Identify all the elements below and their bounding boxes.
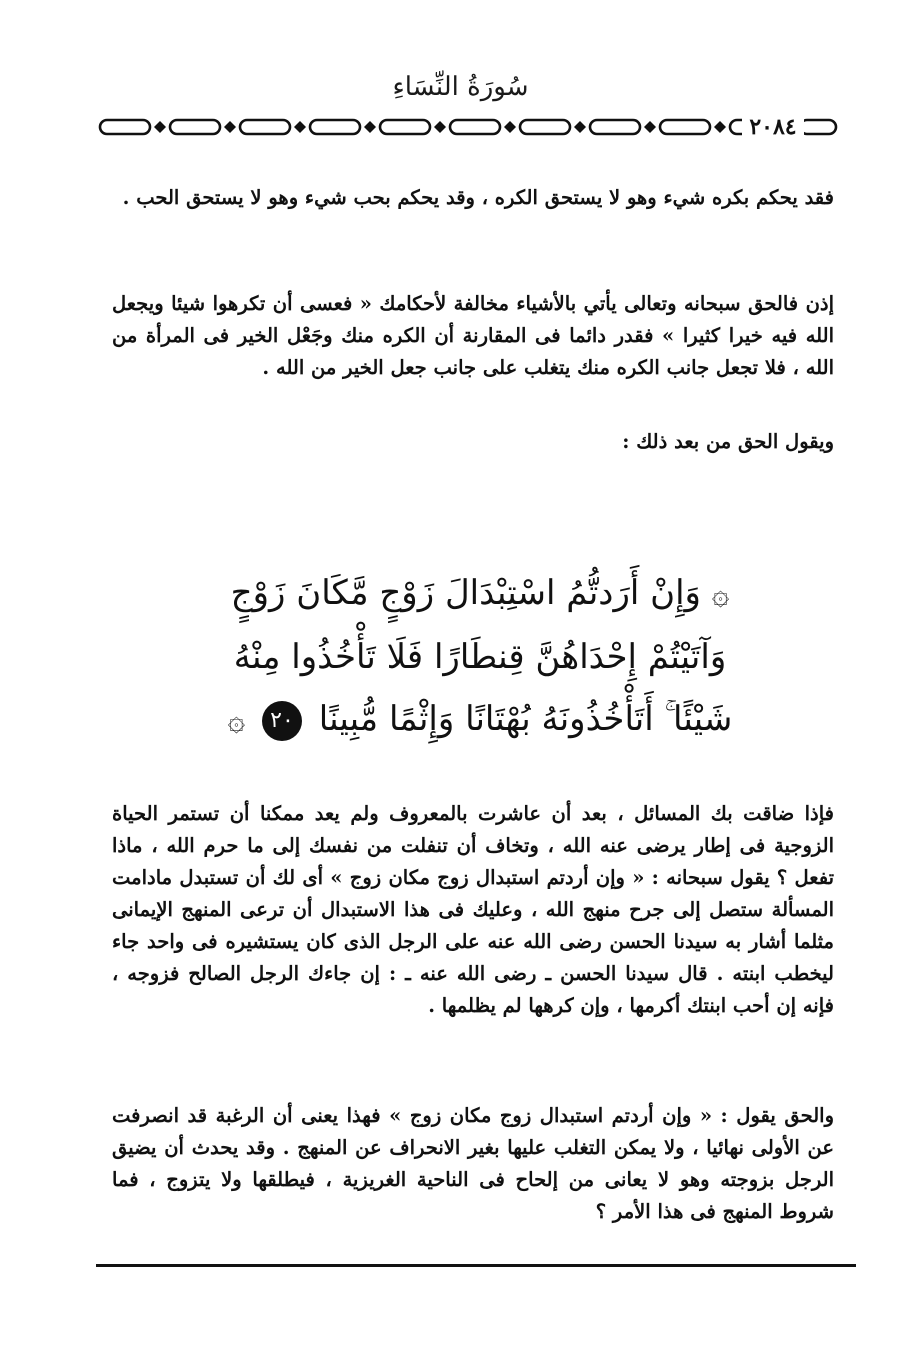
paragraph-2: إذن فالحق سبحانه وتعالى يأتي بالأشياء مخالفة لأحكامك « فعسى أن تكرهوا شيئا ويجعل الله فيه خيرا كثيرا » فقدر دائما فى المقارنة أن الكره منك وجَعْل الخير فى المرأة من الله ، فلا تجعل جانب الكره منك يتغلب على جانب جعل الخير من الله . — [112, 292, 834, 379]
page-number: ٢٠٨٤ — [742, 114, 804, 140]
header-ornamental-border — [96, 114, 840, 140]
surah-title: سُورَةُ النِّسَاءِ — [392, 72, 529, 102]
verse-close-ornament-icon: ۞ — [227, 703, 246, 738]
footer-rule — [96, 1264, 856, 1267]
paragraph-1: فقد يحكم بكره شيء وهو لا يستحق الكره ، وقد يحكم بحب شيء وهو لا يستحق الحب . — [122, 186, 834, 209]
verse-line-1 — [180, 562, 780, 626]
verse-line-2: وَآتَيْتُمْ إِحْدَاهُنَّ قِنطَارًا فَلَا تَأْخُذُوا مِنْهُ — [233, 637, 727, 677]
verse-open-ornament-icon: ۞ — [711, 577, 730, 612]
verse-text-line-3: شَيْئًا ۚ أَتَأْخُذُونَهُ بُهْتَانًا وَإِثْمًا مُّبِينًا — [318, 699, 733, 739]
paragraph-4: فإذا ضاقت بك المسائل ، بعد أن عاشرت بالمعروف ولم يعد ممكنا أن تستمر الحياة الزوجية فى إطار يرضى عنه الله ، وتخاف أن تنفلت من نفسك إلى ما حرم الله ، ماذا تفعل ؟ يقول سبحانه : « وإن أردتم استبدال زوج مكان زوج » أى لك أن تستبدل مادامت المسألة ستصل إلى جرح منهج الله ، وعليك فى هذا الاستبدال أن ترعى المنهج الإيمانى مثلما أشار به سيدنا الحسن رضى الله عنه على الرجل الذى كان يستشيره فى واحد جاء ليخطب ابنته . قال سيدنا الحسن ـ رضى الله عنه ـ : إن جاءك الرجل الصالح فزوجه ، فإنه إن أحب ابنتك أكرمها ، وإن كرهها لم يظلمها . — [112, 802, 834, 1017]
quran-verse-block — [180, 562, 780, 752]
paragraph-3: ويقول الحق من بعد ذلك : — [622, 430, 834, 453]
verse-number-medallion: ٢٠ — [262, 701, 302, 741]
verse-line-3 — [180, 688, 780, 752]
paragraph-5: والحق يقول : « وإن أردتم استبدال زوج مكان زوج » فهذا يعنى أن الرغبة قد انصرفت عن الأولى نهائيا ، ولا يمكن التغلب عليها بغير الانحراف عن المنهج . وقد يحدث أن يضيق الرجل بزوجته وهو لا يعانى من إلحاح فى الناحية الغريزية ، فيطلقها ولا يتزوج ، فما شروط المنهج فى هذا الأمر ؟ — [112, 1104, 834, 1223]
verse-text-line-1: وَإِنْ أَرَدتُّمُ اسْتِبْدَالَ زَوْجٍ مَّكَانَ زَوْجٍ — [230, 573, 701, 613]
